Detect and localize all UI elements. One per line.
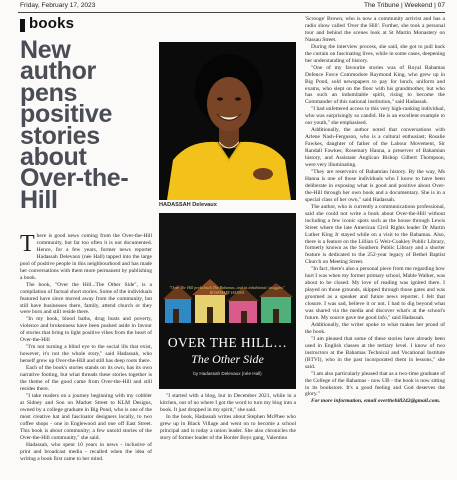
paragraph: Hadassah, who spent 10 years in news - inclusive of print and broadcast media - recalled when the idea of writing a book first came to her mind. xyxy=(20,441,152,462)
section-label: books xyxy=(29,15,75,32)
page-folio: The Tribune | Weekend | 07 xyxy=(363,2,445,9)
author-portrait-illustration xyxy=(159,42,296,200)
paragraph: The book, "Over the Hill...The Other Side", is a compilation of factual short stories. Some of the individuals featured have since moved away from the community, but still have businesses there, family, attend church or they were born and still reside there. xyxy=(20,281,152,316)
book-cover xyxy=(159,213,296,389)
paragraph xyxy=(20,233,152,282)
paragraph: "One of my favourite stories was of Royal Bahamas Defence Force Commodore Raymond King, who grew up in Big Pond, sold newspapers to pay for lunch, uniform and exams, who slept on the floor with his grandmother, but who has such an indomitable spirit, rising to become the Commander of this national institution," said Hadassah. xyxy=(305,64,445,106)
paragraph: "In my book, blood baths, drug busts and poverty, violence and brokenness have been pushed aside in favour of stories that bring to light positive vibes from the heart of Over-the-Hill xyxy=(20,316,152,344)
header-rule xyxy=(18,12,445,13)
paragraph: In the book, Hadassah writes about Stephen McPhee who grew up in Black Village and went on to become a school principal and is today a union leader. She also chronicles the story of former leader of the Border Boys gang, Valentino xyxy=(160,413,296,441)
page-date: Friday, February 17, 2023 xyxy=(20,2,96,9)
paragraph: "They are reservoirs of Bahamian history. By the way, Ms Hanna is one of those individuals who I know to have been deliberate in exposing what is good and positive about Over-the-Hill through her own book and a documentary. She is in a special class of her own," said Hadassah. xyxy=(305,168,445,203)
section-marker xyxy=(20,19,25,32)
paragraph: Each of the book's stories stands on its own, has its own narrative footing, but what threads these stories together is the theme of the good came from Over-the-Hill and still resides there. xyxy=(20,365,152,392)
author-photo xyxy=(159,42,296,200)
paragraph: Additionally, the author noted that conversations with Arlene Nash-Ferguson, who is a cultural enthusiast; Rosalie Fawkes, daughter of father of the Labour Movement, Sir Randall Fawkes; Rosemary Hanna, a preserver of Bahamian history, and Assistant Anglican Bishop Gilbert Thompson, were very illuminating. xyxy=(305,127,445,169)
book-cover-author: by Hadassah Delevaux (née Hall) xyxy=(193,371,262,376)
paragraph: "I'm not turning a blind eye to the social ills that exist, however, it's not the whole story," said Hadassah, who herself grew up Over-the-Hill and still has deep roots there. xyxy=(20,344,152,365)
photo-caption: HADASSAH Delevaux xyxy=(159,202,217,208)
paragraph-text: here is good news coming from the Over-the-Hill community, but far too often it is not documented. Hence, for a few years, former news reporter Hadassah Delevaux (née Hall) tapped into the large pool of positive people in this neighbourhood and has made her conversations with them more permanent by publishing a book. xyxy=(20,233,152,281)
paragraph: Additionally, the writer spoke to what makes her proud of the book. xyxy=(305,321,445,335)
paragraph: The author, who is currently a communications professional, said she could not write a book about Over-the-Hill without including a few iconic spots such as the house through Lewis Street where the late American Civil Rights leader Dr Martin Luther King Jr stayed while on a visit to the Bahamas. Also, there is a feature on the Lillian G Weir-Coakley Public Library, formerly known as the Southern Public Library and a shorter feature is dedicated to the 252-year legacy of Bethel Baptist Church on Meeting Street. xyxy=(305,203,445,266)
drop-cap: T xyxy=(20,231,35,257)
article-column-1 xyxy=(20,233,152,462)
book-cover-title: OVER THE HILL… xyxy=(167,335,288,350)
article-column-2 xyxy=(160,393,296,442)
book-cover-quote: "Over The Hill peeks back The Bahamas, and its inhabitants' struggles" ROSEMARY HANNA xyxy=(169,285,285,295)
contact-info[interactable]: For more information, email overthehill242@gmail.com. xyxy=(311,398,441,405)
paragraph: "I am pleased that some of these stories have already been used in English classes at the tertiary level. I know of two instructors at the Bahamas Technical and Vocational Institute (BTVI), who in the past incorporated them in lessons," she said. xyxy=(305,335,445,370)
paragraph: "I started with a blog, but in December 2021, while in a kitchen, out of no where I got the word to turn my blog into a book. It just dropped in my spirit," she said. xyxy=(160,393,296,413)
paragraph: "I had unfettered access to this very high-ranking individual, who was surprisingly so candid. He is an excellent example to our youth," she emphasised. xyxy=(305,106,445,127)
paragraph: "I am also particularly pleased that as a two-time graduate of the College of the Bahamas - now UB - the book is now sitting in its bookstore. It's a good feeling and God deserves the glory." xyxy=(305,370,445,398)
paragraph: "I take readers on a journey beginning with my cobbler at Sidney and Son on Market Street to KLM Designs, owned by a college graduate in Big Pond, who is one of the most creative hat and fascinator designers locally, to two coffee shops - one in Englewood and one off East Street. This book is about community; a few untold stories of the Over-the-Hill community," she said. xyxy=(20,392,152,441)
article-column-3 xyxy=(305,16,445,405)
book-cover-subtitle: The Other Side xyxy=(191,352,264,366)
paragraph: "In fact, there's also a personal piece from me regarding how hurt I was when my former primary school, Mable Walker, was about to be closed. My love of reading was ignited there. I played on those grounds, skipped through those gates and was groomed as a speaker and future news reporter. I felt that closure. I was sad, believe it or not. I had to dig beyond what was shared via the media and discover what's at the school's future. My source gave me good info," said Hadassah. xyxy=(305,266,445,321)
paragraph: 'Scrooge' Brown, who is now a community activist and has a radio show called 'Over the Hill'. Further, she took a personal tour and behind the scenes look at St Martin Monastery on Nassau Street. xyxy=(305,16,445,43)
headline: New author pens positive stories about Over-the-Hill xyxy=(20,36,129,214)
paragraph: During the interview process, she said, she got to pull back the curtain on fascinating lives, while in some cases, deepening her understanding of history. xyxy=(305,43,445,64)
